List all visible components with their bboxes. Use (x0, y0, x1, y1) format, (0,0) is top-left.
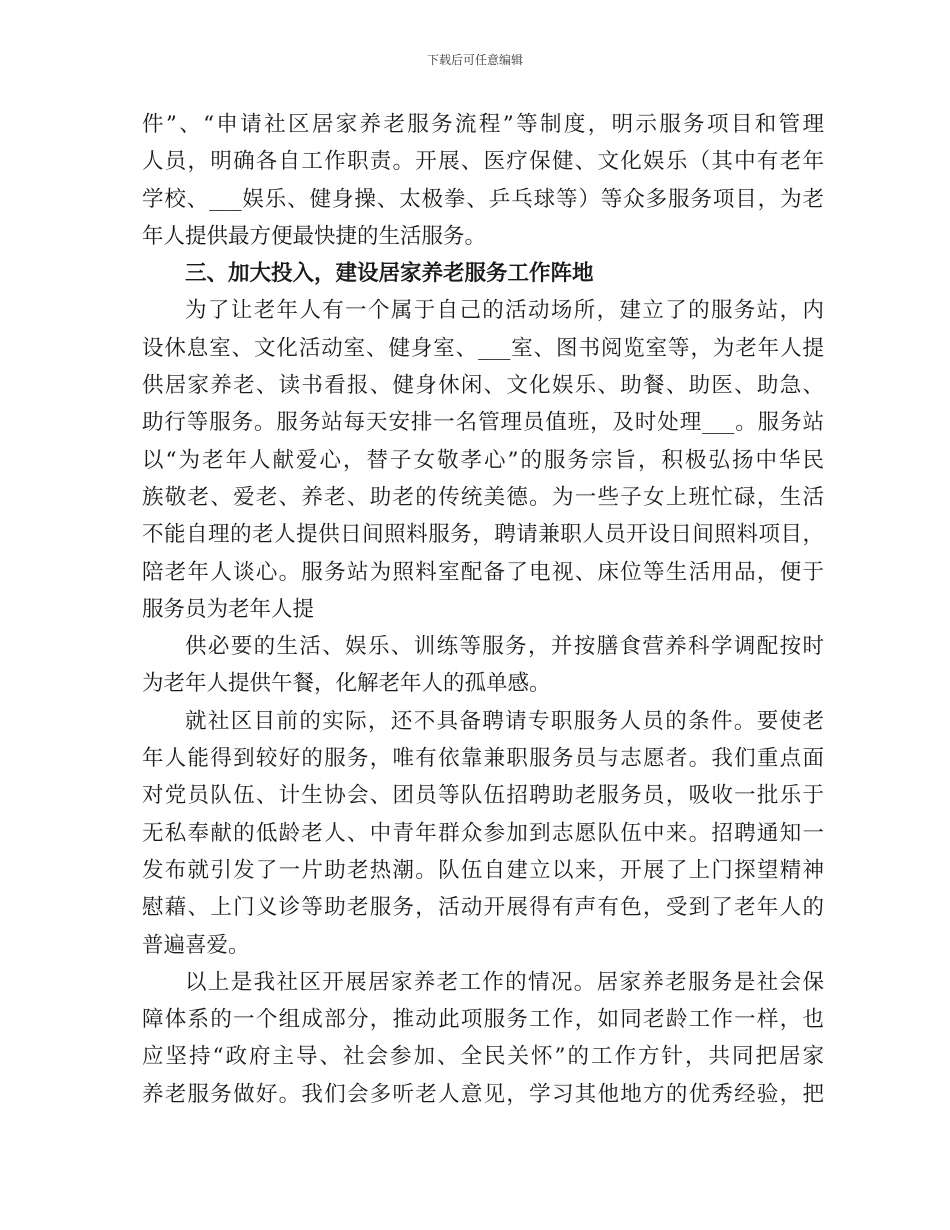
text-line: 障体系的一个组成部分，推动此项服务工作，如同老龄工作一样，也 (142, 1007, 824, 1033)
text-line: 为了让老年人有一个属于自己的活动场所，建立了的服务站，内 (185, 298, 824, 324)
text-line: 应坚持“政府主导、社会参加、全民关怀”的工作方针，共同把居家 (142, 1044, 824, 1070)
text-line: 以“为老年人献爱心，替子女敬孝心”的服务宗旨，积极弘扬中华民 (142, 447, 824, 473)
text-line: 族敬老、爱老、养老、助老的传统美德。为一些子女上班忙碌，生活 (142, 484, 824, 510)
text-line: 年人能得到较好的服务，唯有依靠兼职服务员与志愿者。我们重点面 (142, 746, 824, 772)
page-header: 下载后可任意编辑 (426, 53, 523, 67)
section-heading: 三、加大投入，建设居家养老服务工作阵地 (185, 261, 594, 287)
text-line: 人员，明确各自工作职责。开展、医疗保健、文化娱乐（其中有老年 (142, 149, 824, 175)
text-line: 助行等服务。服务站每天安排一名管理员值班，及时处理___。服务站 (142, 410, 824, 436)
text-line: 件”、“申请社区居家养老服务流程”等制度，明示服务项目和管理 (142, 112, 824, 137)
text-line: 慰藉、上门义诊等助老服务，活动开展得有声有色，受到了老年人的 (142, 895, 824, 921)
text-line: 就社区目前的实际，还不具备聘请专职服务人员的条件。要使老 (185, 708, 824, 734)
text-line: 服务员为老年人提 (142, 596, 315, 622)
text-line: 供必要的生活、娱乐、训练等服务，并按膳食营养科学调配按时 (185, 634, 824, 660)
text-line: 为老年人提供午餐，化解老年人的孤单感。 (142, 671, 551, 697)
text-line: 发布就引发了一片助老热潮。队伍自建立以来，开展了上门探望精神 (142, 857, 824, 883)
text-line: 年人提供最方便最快捷的生活服务。 (142, 223, 487, 249)
text-line: 陪老年人谈心。服务站为照料室配备了电视、床位等生活用品，便于 (142, 559, 824, 585)
text-line: 不能自理的老人提供日间照料服务，聘请兼职人员开设日间照料项目， (142, 522, 824, 548)
text-line: 对党员队伍、计生协会、团员等队伍招聘助老服务员，吸收一批乐于 (142, 783, 824, 809)
text-line: 以上是我社区开展居家养老工作的情况。居家养老服务是社会保 (185, 969, 824, 995)
text-line: 养老服务做好。我们会多听老人意见，学习其他地方的优秀经验，把 (142, 1081, 824, 1107)
text-line: 无私奉献的低龄老人、中青年群众参加到志愿队伍中来。招聘通知一 (142, 820, 824, 846)
text-line: 设休息室、文化活动室、健身室、___室、图书阅览室等，为老年人提 (142, 335, 824, 361)
text-line: 普遍喜爱。 (142, 932, 250, 958)
text-line: 学校、___娱乐、健身操、太极拳、乒乓球等）等众多服务项目，为老 (142, 186, 824, 212)
document-body (142, 106, 824, 1113)
text-line: 供居家养老、读书看报、健身休闲、文化娱乐、助餐、助医、助急、 (142, 373, 824, 399)
